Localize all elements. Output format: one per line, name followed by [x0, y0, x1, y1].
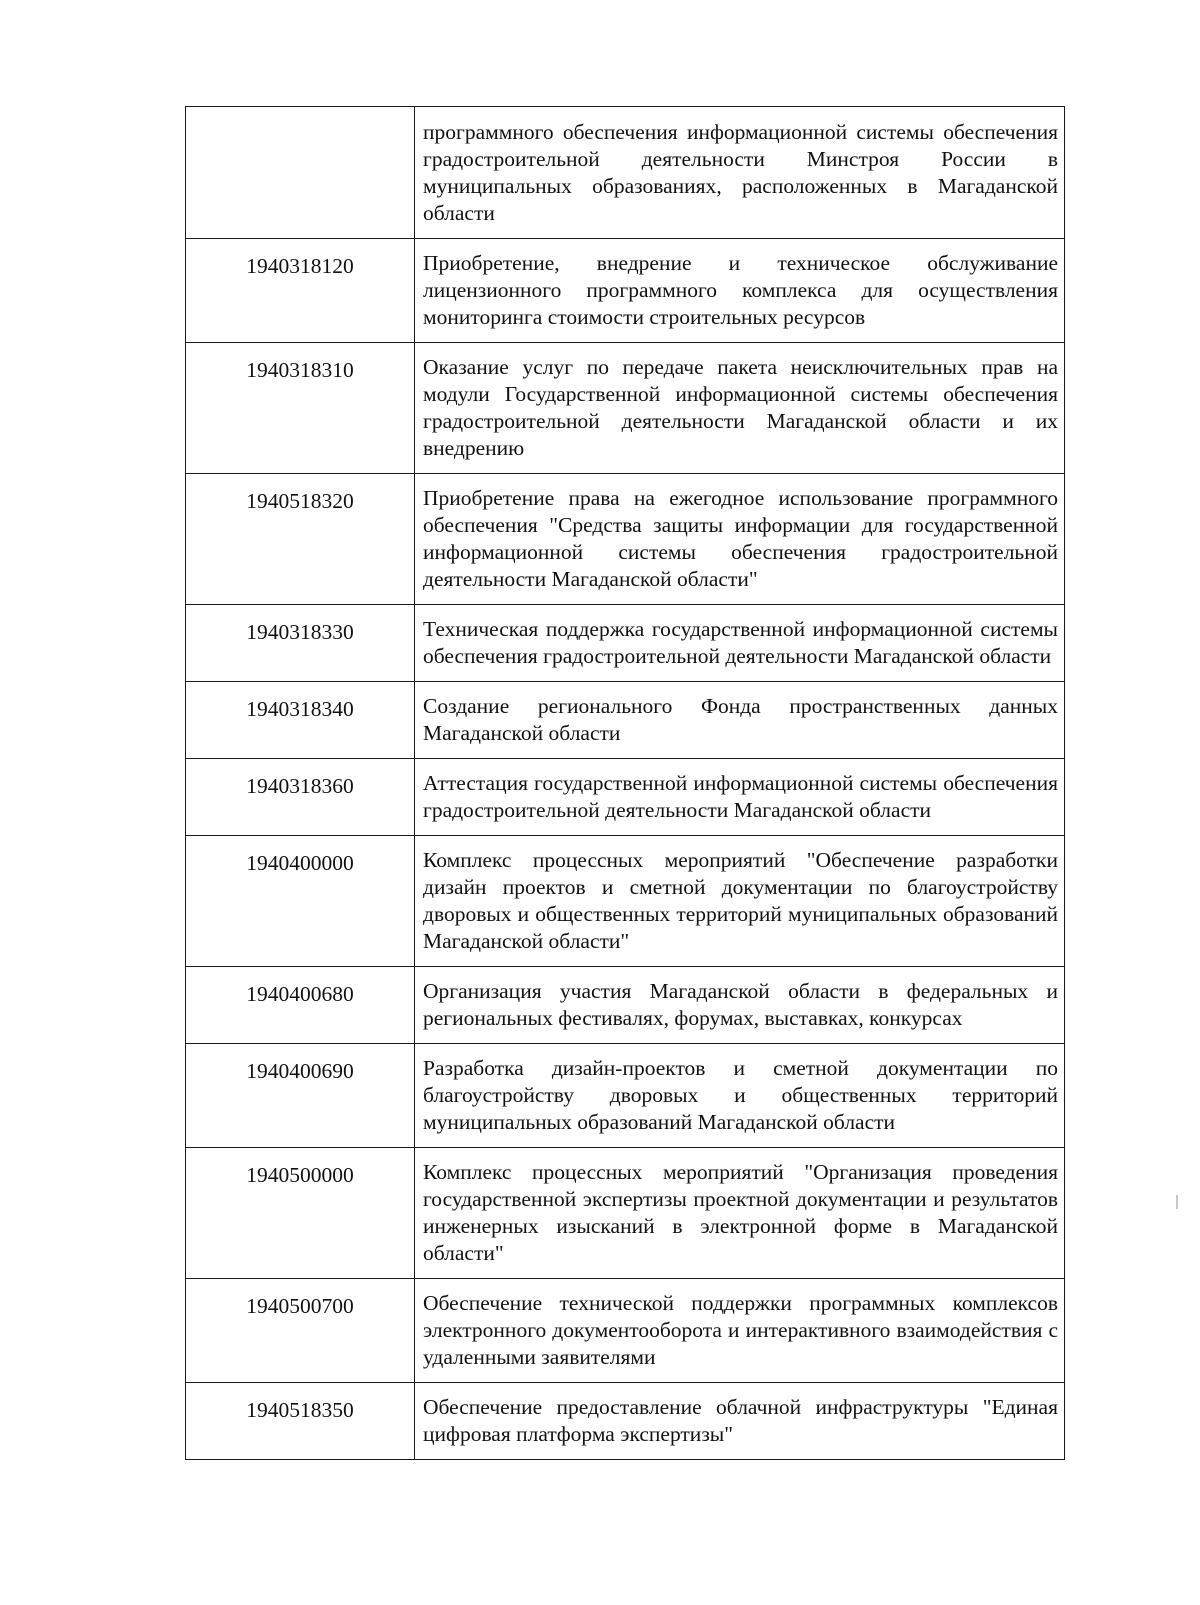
table-row: [186, 107, 1065, 239]
code-cell: 1940518350: [186, 1383, 415, 1460]
table-row: [186, 1148, 1065, 1279]
description-cell: Разработка дизайн-проектов и сметной документации по благоустройству дворовых и общественных территорий муниципальных образований Магаданской области: [415, 1044, 1065, 1148]
code-cell: 1940318120: [186, 239, 415, 343]
code-cell: 1940318360: [186, 759, 415, 836]
table-row: [186, 1044, 1065, 1148]
description-cell: Обеспечение предоставление облачной инфраструктуры "Единая цифровая платформа экспертизы": [415, 1383, 1065, 1460]
budget-codes-table: [185, 106, 1065, 1460]
scan-artifact: [1176, 1195, 1178, 1209]
code-cell: 1940500700: [186, 1279, 415, 1383]
table-row: [186, 605, 1065, 682]
table-row: [186, 1279, 1065, 1383]
description-cell: Комплекс процессных мероприятий "Обеспечение разработки дизайн проектов и сметной документации по благоустройству дворовых и общественных территорий муниципальных образований Магаданской области": [415, 836, 1065, 967]
table-row: [186, 1383, 1065, 1460]
table-row: [186, 682, 1065, 759]
description-cell: Обеспечение технической поддержки программных комплексов электронного документооборота и интерактивного взаимодействия с удаленными заявителями: [415, 1279, 1065, 1383]
description-cell: Приобретение, внедрение и техническое обслуживание лицензионного программного комплекса для осуществления мониторинга стоимости строительных ресурсов: [415, 239, 1065, 343]
description-cell: Аттестация государственной информационной системы обеспечения градостроительной деятельности Магаданской области: [415, 759, 1065, 836]
description-cell: Организация участия Магаданской области в федеральных и региональных фестивалях, форумах, выставках, конкурсах: [415, 967, 1065, 1044]
table-row: [186, 343, 1065, 474]
description-cell: Техническая поддержка государственной информационной системы обеспечения градостроительной деятельности Магаданской области: [415, 605, 1065, 682]
code-cell: 1940518320: [186, 474, 415, 605]
table-row: [186, 967, 1065, 1044]
code-cell: [186, 107, 415, 239]
table-row: [186, 474, 1065, 605]
table-row: [186, 759, 1065, 836]
description-cell: Создание регионального Фонда пространственных данных Магаданской области: [415, 682, 1065, 759]
code-cell: 1940400680: [186, 967, 415, 1044]
description-cell: Приобретение права на ежегодное использование программного обеспечения "Средства защиты информации для государственной информационной системы обеспечения градостроительной деятельности Магаданской области": [415, 474, 1065, 605]
table-row: [186, 239, 1065, 343]
code-cell: 1940500000: [186, 1148, 415, 1279]
code-cell: 1940318330: [186, 605, 415, 682]
description-cell: Комплекс процессных мероприятий "Организация проведения государственной экспертизы проектной документации и результатов инженерных изысканий в электронной форме в Магаданской области": [415, 1148, 1065, 1279]
code-cell: 1940400000: [186, 836, 415, 967]
description-cell: Оказание услуг по передаче пакета неисключительных прав на модули Государственной информационной системы обеспечения градостроительной деятельности Магаданской области и их внедрению: [415, 343, 1065, 474]
code-cell: 1940400690: [186, 1044, 415, 1148]
code-cell: 1940318340: [186, 682, 415, 759]
table-row: [186, 836, 1065, 967]
code-cell: 1940318310: [186, 343, 415, 474]
description-cell: программного обеспечения информационной системы обеспечения градостроительной деятельности Минстроя России в муниципальных образованиях, расположенных в Магаданской области: [415, 107, 1065, 239]
